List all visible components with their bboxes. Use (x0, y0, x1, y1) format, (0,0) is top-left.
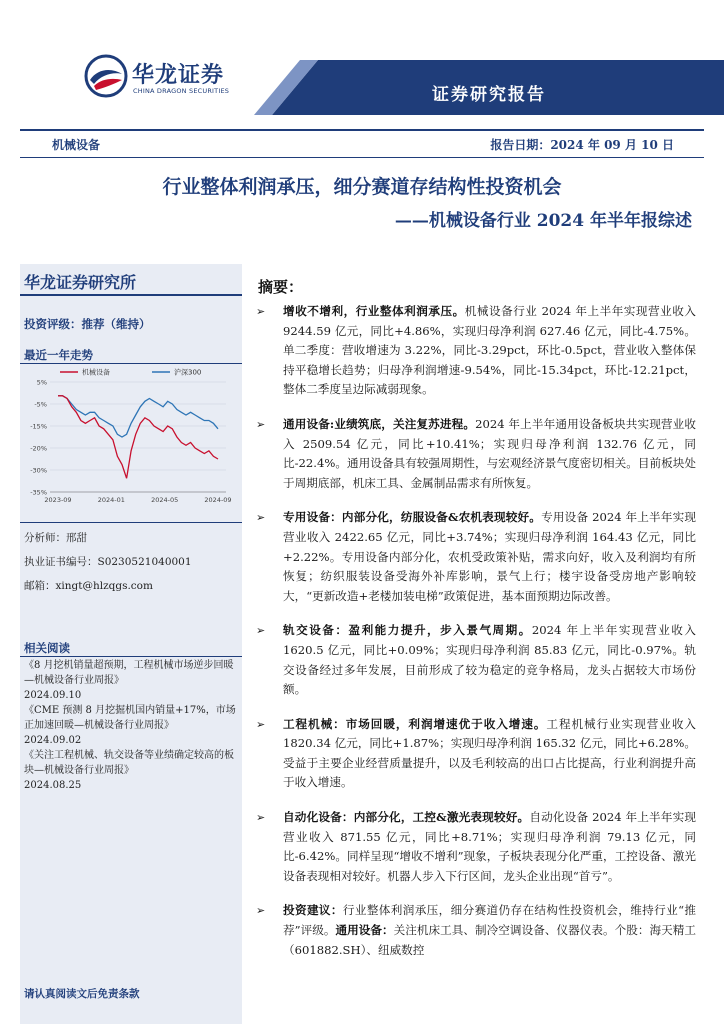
chart-series (58, 396, 218, 479)
bullet-body: 自动化设备 2024 年上半年实现营业收入 871.55 亿元，同比+8.71%；实现归母净利润 79.13 亿元，同比-6.42%。同样呈现“增收不增利”现象，子板块表现分化严重，工控设备、激光设备表现相对较好。机器人步入下行区间，龙头企业出现“首亏”。 (283, 810, 696, 883)
abstract-heading: 摘要： (258, 278, 304, 296)
y-tick-label: -15% (30, 422, 47, 431)
subheader-rule (20, 157, 704, 158)
logo-name-cn: 华龙证券 (132, 63, 225, 88)
bullet-item (256, 621, 696, 699)
industry-label: 机械设备 (52, 138, 101, 152)
legend-label: 机械设备 (82, 368, 110, 377)
company-logo (84, 52, 234, 102)
bullet-heading: 专用设备：内部分化，纺服设备&农机表现较好。 (283, 510, 542, 525)
dragon-logo-icon (84, 54, 128, 98)
series-line-csi300 (58, 396, 218, 437)
bullet-heading: 增收不增利，行业整体利润承压。 (283, 304, 465, 318)
sidebar-rule (20, 294, 242, 296)
chart-legend (60, 368, 201, 377)
y-tick-label: -30% (30, 466, 47, 475)
series-line-machinery (58, 396, 218, 479)
analyst-name: 分析师：邢甜 (24, 532, 87, 544)
sidebar (20, 264, 242, 1024)
bullet-item (256, 415, 696, 493)
bullet-item (256, 808, 696, 886)
y-tick-label: 5% (36, 378, 47, 387)
bullet-heading: 投资建议： (283, 903, 343, 918)
y-tick-label: -35% (30, 488, 47, 497)
bullet-item (256, 508, 696, 606)
bullet-heading: 自动化设备：内部分化，工控&激光表现较好。 (283, 810, 530, 825)
bullet-body: 2024 年上半年实现营业收入 1620.5 亿元，同比+0.09%；实现归母净利润 85.83 亿元，同比-0.97%。轨交设备经过多年发展，目前形成了较为稳定的竞争格局，龙头占据较大市场份额。 (283, 623, 696, 697)
report-title: 行业整体利润承压，细分赛道存结构性投资机会 (162, 176, 562, 198)
bullet-arrow-icon: ➢ (256, 305, 266, 318)
bullet-body: 2024 年上半年通用设备板块共实现营业收入 2509.54 亿元，同比+10.41%；实现归母净利润 132.76 亿元，同比-22.4%。通用设备具有较强周期性，与宏观经济景气度密切相关。目前板块处于周期底部，机床工具、金属制品需求有所恢复。 (283, 416, 696, 490)
related-date: 2024.09.10 (24, 690, 82, 701)
sidebar-rule (20, 656, 242, 657)
header-rule (20, 129, 704, 131)
bullet-body: 机械设备行业 2024 年上半年实现营业收入 9244.59 亿元，同比+4.86%，实现归母净利润 627.46 亿元，同比-4.75%。单二季度：营收增速为 3.22%，同比-3.29pct，环比-0.5pct，营业收入整体保持平稳增长趋势；归母净利润增速-9.54%，同比-15.34pct，环比-12.21pct，整体二季度呈边际减弱现象。 (283, 304, 696, 397)
bullet-subheading: 通用设备： (335, 923, 394, 938)
related-date: 2024.08.25 (24, 780, 82, 791)
bullet-arrow-icon: ➢ (256, 811, 266, 825)
related-list (24, 658, 240, 793)
institute-name: 华龙证券研究所 (24, 273, 137, 292)
bullet-arrow-icon: ➢ (256, 417, 266, 431)
bullet-body: 行业整体利润承压，细分赛道仍存在结构性投资机会，维持行业“推荐”评级。 (283, 903, 696, 938)
abstract-bullets (256, 302, 696, 975)
x-tick-label: 2024-01 (97, 496, 125, 504)
x-tick-label: 2024-09 (204, 496, 232, 504)
related-item[interactable]: 《CME 预测 8 月挖掘机国内销量+17%，市场正加速回暖—机械设备行业周报》 (24, 705, 236, 731)
related-item[interactable]: 《关注工程机械、轨交设备等业绩确定较高的板块—机械设备行业周报》 (24, 750, 234, 776)
related-date: 2024.09.02 (24, 735, 82, 746)
banner-title: 证券研究报告 (432, 85, 546, 105)
bullet-body: 工程机械行业实现营业收入 1820.34 亿元，同比+1.87%；实现归母净利润 165.32 亿元，同比+6.28%。受益于主要企业经营质量提升，以及毛利较高的出口占比提高，行业利润提升高于收入增速。 (283, 716, 696, 790)
y-tick-label: -5% (34, 400, 47, 409)
bullet-heading: 通用设备:业绩筑底，关注复苏进程。 (283, 416, 476, 431)
legend-label: 沪深300 (174, 368, 202, 377)
bullet-arrow-icon: ➢ (256, 624, 266, 638)
analyst-cert: 执业证书编号：S0230521040001 (24, 556, 192, 568)
analyst-email[interactable]: 邮箱：xingt@hlzqgs.com (24, 580, 153, 592)
trend-title: 最近一年走势 (24, 348, 93, 362)
disclaimer-note: 请认真阅读文后免责条款 (24, 988, 140, 1000)
related-item[interactable]: 《8 月挖机销量超预期，工程机械市场逆步回暖—机械设备行业周报》 (24, 660, 234, 686)
bullet-body: 专用设备 2024 年上半年实现营业收入 2422.65 亿元，同比+3.74%；实现归母净利润 164.43 亿元，同比+2.22%。专用设备内部分化，农机受政策补贴，需求向好，收入及利润均有所恢复；纺织服装设备受海外补库影响，景气上行；楼宇设备受房地产影响较大，“更新改造+老楼加装电梯”政策促进，基本面预期边际改善。 (283, 510, 696, 603)
y-tick-label: -20% (30, 444, 47, 453)
bullet-item (256, 901, 696, 960)
report-date: 报告日期：2024 年 09 月 10 日 (490, 138, 674, 152)
chart-x-ticks (44, 496, 231, 504)
bullet-arrow-icon: ➢ (256, 511, 266, 525)
x-tick-label: 2023-09 (44, 496, 72, 504)
bullet-body: 关注机床工具、制冷空调设备、仪器仪表。个股：海天精工（601882.SH）、纽威数控 (283, 923, 696, 957)
related-title: 相关阅读 (24, 641, 70, 655)
sidebar-rule (20, 522, 242, 523)
chart-y-ticks (30, 379, 47, 497)
bullet-item (256, 715, 696, 793)
bullet-arrow-icon: ➢ (256, 717, 266, 731)
x-tick-label: 2024-05 (151, 496, 179, 504)
report-subtitle: ——机械设备行业 2024 年半年报综述 (394, 211, 692, 231)
chart-grid (50, 382, 226, 492)
bullet-heading: 轨交设备：盈利能力提升，步入景气周期。 (283, 623, 532, 638)
trend-chart (26, 362, 236, 514)
bullet-item (256, 302, 696, 400)
bullet-arrow-icon: ➢ (256, 904, 266, 918)
bullet-heading: 工程机械：市场回暖，利润增速优于收入增速。 (283, 716, 547, 731)
rating-label: 投资评级：推荐（维持） (24, 317, 151, 331)
logo-name-en: CHINA DRAGON SECURITIES (133, 87, 230, 95)
